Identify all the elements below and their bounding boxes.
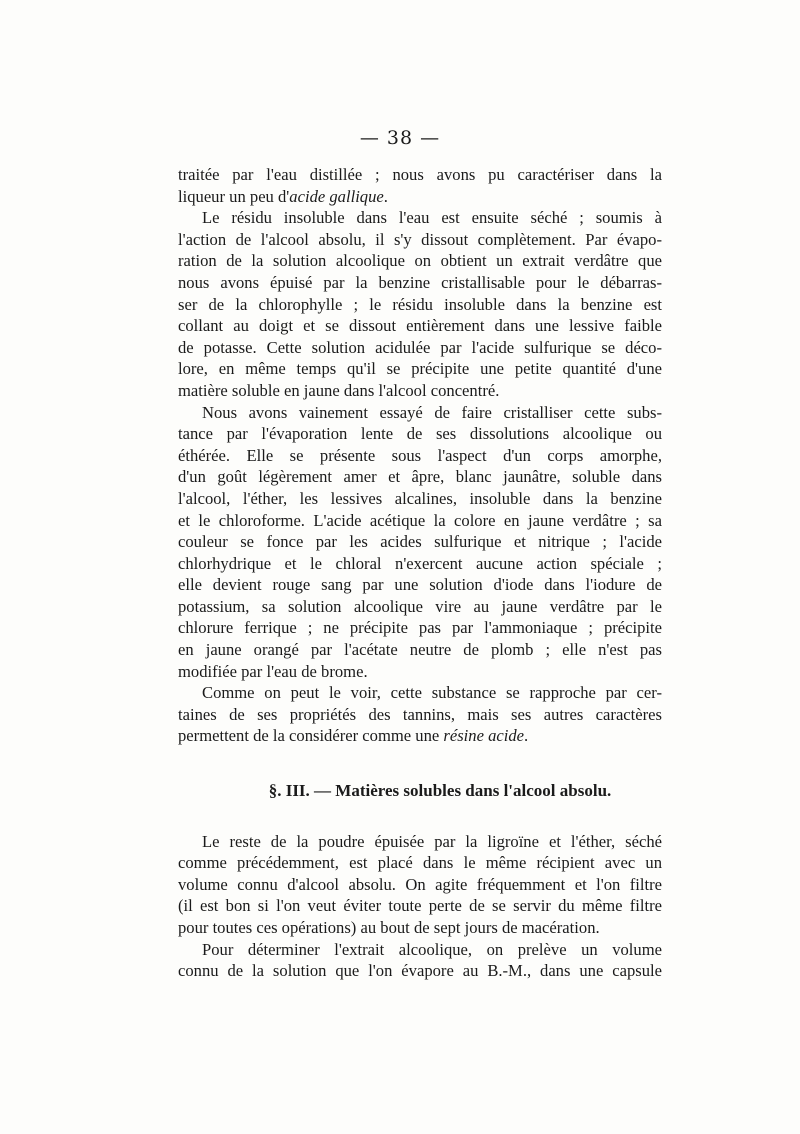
text-line: modifiée par l'eau de brome. <box>178 661 368 681</box>
text-line: Pour déterminer l'extrait alcoolique, on prelève un volume <box>202 939 662 959</box>
text-line: collant au doigt et se dissout entièrement dans une lessive faible <box>178 316 662 336</box>
text-line: volume connu d'alcool absolu. On agite fréquemment et l'on filtre <box>178 874 662 894</box>
text-line: de potasse. Cette solution acidulée par l'acide sulfurique se déco- <box>178 337 662 357</box>
text-line: tance par l'évaporation lente de ses dissolutions alcoolique ou <box>178 424 662 444</box>
text-line: liqueur un peu d'acide gallique. <box>178 186 388 206</box>
italic-term: acide gallique <box>289 186 384 206</box>
text-line: Le résidu insoluble dans l'eau est ensuite séché ; soumis à <box>202 208 662 228</box>
text-line: elle devient rouge sang par une solution d'iode dans l'iodure de <box>178 575 662 595</box>
text-line: d'un goût légèrement amer et âpre, blanc jaunâtre, soluble dans <box>178 467 662 487</box>
text-line: connu de la solution que l'on évapore au B.-M., dans une capsule <box>178 961 662 981</box>
text-line: ser de la chlorophylle ; le résidu insoluble dans la benzine est <box>178 294 662 314</box>
text-line: l'alcool, l'éther, les lessives alcalines, insoluble dans la benzine <box>178 488 662 508</box>
italic-term: résine acide <box>443 726 525 746</box>
text-line: (il est bon si l'on veut éviter toute perte de se servir du même filtre <box>178 896 662 916</box>
text-line: Nous avons vainement essayé de faire cristalliser cette subs- <box>202 402 662 422</box>
text-line: potassium, sa solution alcoolique vire au jaune verdâtre par le <box>178 596 662 616</box>
text-line: chlorhydrique et le chloral n'exercent aucune action spéciale ; <box>178 553 662 573</box>
text-line: Le reste de la poudre épuisée par la ligroïne et l'éther, séché <box>202 831 662 851</box>
section-heading: §. III. — Matières solubles dans l'alcool absolu. <box>268 781 612 801</box>
page-number: — 38 — <box>359 127 441 149</box>
text-line: éthérée. Elle se présente sous l'aspect d'un corps amorphe, <box>178 445 662 465</box>
text-line: permettent de la considérer comme une résine acide. <box>178 726 529 746</box>
text-line: nous avons épuisé par la benzine cristallisable pour le débarras- <box>178 272 662 292</box>
paragraph-group-1 <box>178 164 662 747</box>
text-line: l'action de l'alcool absolu, il s'y dissout complètement. Par évapo- <box>178 229 662 249</box>
text-line: matière soluble en jaune dans l'alcool concentré. <box>178 380 500 400</box>
text-line: lore, en même temps qu'il se précipite une petite quantité d'une <box>178 359 662 379</box>
text-line: taines de ses propriétés des tannins, mais ses autres caractères <box>178 704 662 724</box>
text-line: couleur se fonce par les acides sulfurique et nitrique ; l'acide <box>178 532 662 552</box>
text-line: et le chloroforme. L'acide acétique la colore en jaune verdâtre ; sa <box>178 510 662 530</box>
paragraph-group-2 <box>178 831 662 982</box>
text-line: Comme on peut le voir, cette substance se rapproche par cer- <box>202 683 662 703</box>
text-line: ration de la solution alcoolique on obtient un extrait verdâtre que <box>178 251 662 271</box>
text-line: chlorure ferrique ; ne précipite pas par l'ammoniaque ; précipite <box>178 618 662 638</box>
text-line: pour toutes ces opérations) au bout de sept jours de macération. <box>178 918 600 937</box>
text-line: traitée par l'eau distillée ; nous avons pu caractériser dans la <box>178 165 662 184</box>
body-text <box>178 164 662 982</box>
text-line: comme précédemment, est placé dans le même récipient avec un <box>178 853 662 873</box>
text-line: en jaune orangé par l'acétate neutre de plomb ; elle n'est pas <box>178 640 662 660</box>
